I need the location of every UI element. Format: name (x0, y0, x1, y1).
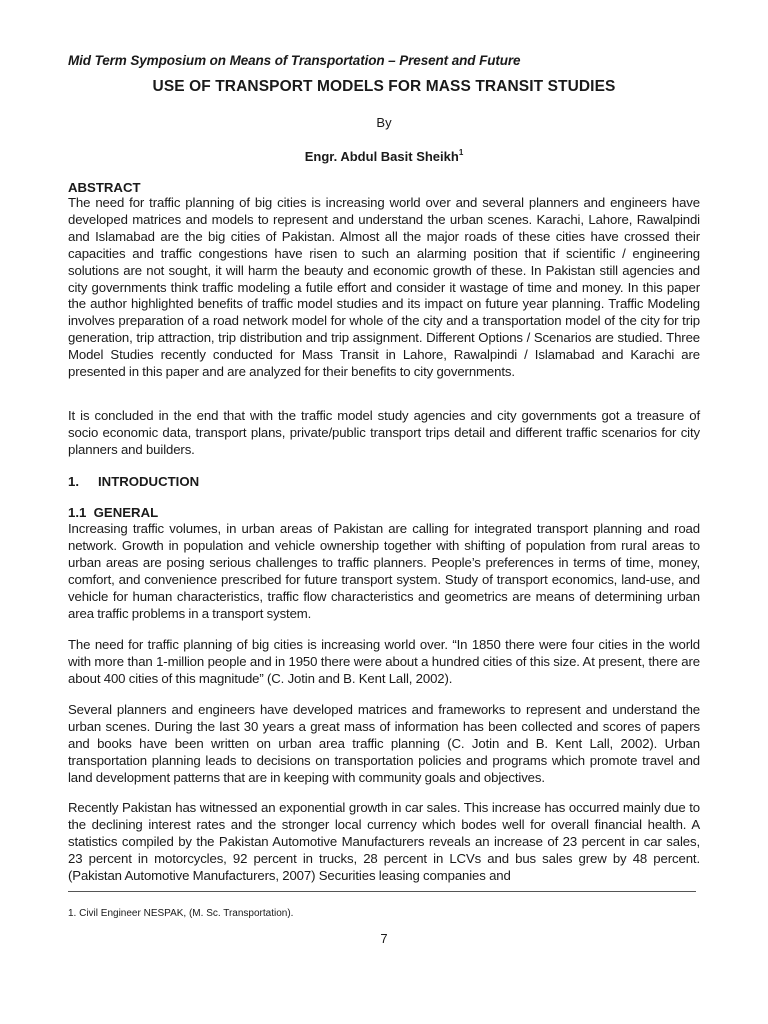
subsection-1-1-heading (68, 505, 158, 520)
subsection-1-1-title: GENERAL (93, 505, 159, 520)
abstract-paragraph-2: It is concluded in the end that with the traffic model study agencies and city governments got a treasure of socio economic data, transport plans, private/public transport trips detail and different traffic scenarios for city planners and builders. (68, 408, 700, 457)
abstract-heading: ABSTRACT (68, 180, 141, 195)
author-name-text: Engr. Abdul Basit Sheikh (304, 149, 459, 164)
footnote: 1. Civil Engineer NESPAK, (M. Sc. Transportation). (68, 908, 294, 919)
section-1-heading (68, 474, 199, 489)
byline: By (376, 115, 392, 130)
footnote-divider (68, 891, 696, 892)
general-paragraph-2: The need for traffic planning of big cities is increasing world over. “In 1850 there were four cities in the world with more than 1-million people and in 1950 there were about a hundred cities of this size. At present, there are about 400 cities of this magnitude” (C. Jotin and B. Kent Lall, 2002). (68, 637, 700, 686)
subsection-1-1-number: 1.1 (68, 505, 87, 520)
abstract-paragraph-1: The need for traffic planning of big cities is increasing world over and several planners and engineers have developed matrices and models to represent and understand the urban scenes. Karachi, Lahore, Rawalpindi and Islamabad are the big cities of Pakistan. Almost all the major roads of these cities have crossed their capacities and traffic congestions have risen to such an alarming position that if scientific / engineering solutions are not sought, it will harm the beauty and economic growth of these. In Pakistan still agencies and city governments think traffic modeling a futile effort and consider it wastage of time and money. In this paper the author highlighted benefits of traffic model studies and its impact on future year planning. Traffic Modeling involves preparation of a road network model for whole of the city and a transportation model of the city for trip generation, trip attraction, trip distribution and trip assignment. Different Options / Scenarios are studied. Three Model Studies recently conducted for Mass Transit in Lahore, Rawalpindi / Islamabad and Karachi are presented in this paper and are analyzed for their benefits to city governments. (68, 195, 700, 380)
general-paragraph-4: Recently Pakistan has witnessed an exponential growth in car sales. This increase has occurred mainly due to the declining interest rates and the stronger local currency which bodes well for overall financial health. A statistics compiled by the Pakistan Automotive Manufacturers reveals an increase of 23 percent in car sales, 23 percent in motorcycles, 92 percent in trucks, 28 percent in LCVs and bus sales grew by 48 percent. (Pakistan Automotive Manufacturers, 2007) Securities leasing companies and (68, 800, 700, 883)
general-paragraph-3: Several planners and engineers have developed matrices and frameworks to represent and understand the urban scenes. During the last 30 years a great mass of information has been collected and scores of papers and books have been written on urban area traffic planning (C. Jotin and B. Kent Lall, 2002). Urban transportation planning leads to decisions on transportation policies and programs which promote travel and land development patterns that are in keeping with community goals and objectives. (68, 702, 700, 785)
running-header: Mid Term Symposium on Means of Transportation – Present and Future (68, 53, 521, 68)
author-name (68, 149, 700, 164)
section-1-title: INTRODUCTION (98, 474, 200, 489)
section-1-number: 1. (68, 474, 79, 489)
paper-title: USE OF TRANSPORT MODELS FOR MASS TRANSIT STUDIES (152, 78, 616, 95)
author-footnote-mark: 1 (458, 148, 464, 157)
general-paragraph-1: Increasing traffic volumes, in urban areas of Pakistan are calling for integrated transport planning and road network. Growth in population and vehicle ownership together with shifting of population from rural areas to urban areas are posing serious challenges to traffic planners. People’s preferences in terms of time, money, comfort, and convenience prescribed for future transport system. Study of transport economics, land-use, and vehicle for human characteristics, traffic flow characteristics and geometrics are means of determining urban area traffic problems in a transport system. (68, 521, 700, 621)
page-number: 7 (380, 931, 388, 946)
